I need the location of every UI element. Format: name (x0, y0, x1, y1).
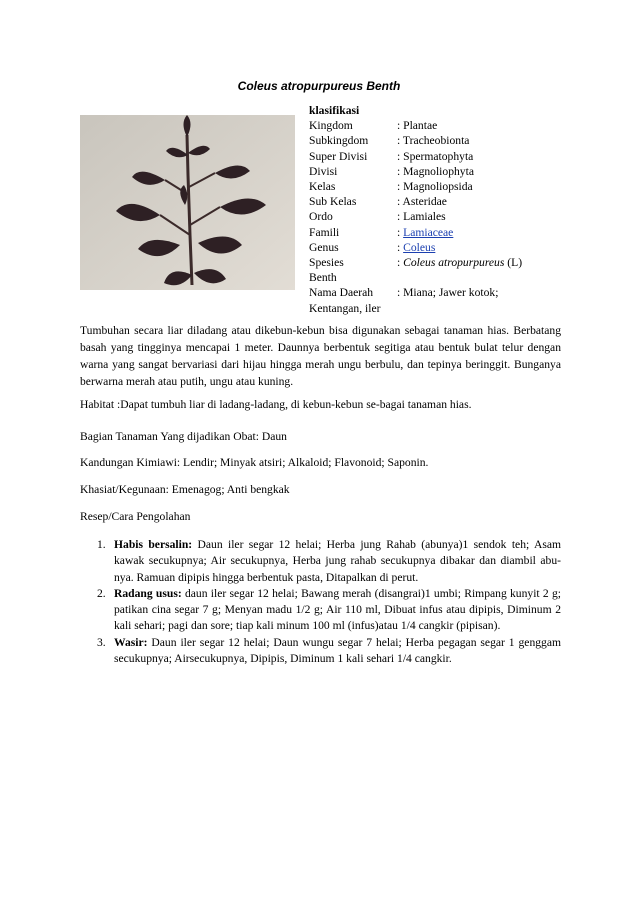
classification-row (309, 149, 569, 164)
row-value: : Miana; Jawer kotok; (397, 286, 499, 300)
habitat-line: Habitat :Dapat tumbuh liar di ladang-ladang, di kebun-kebun se-bagai tanaman hias. (80, 398, 472, 411)
row-label: Nama Daerah (309, 286, 374, 300)
item-number: 3. (97, 635, 106, 649)
classification-row (309, 164, 569, 179)
list-item (80, 537, 561, 586)
classification-row (309, 240, 569, 255)
species-name: Coleus atropurpureus (403, 256, 505, 270)
list-item (80, 635, 561, 668)
row-value: : Magnoliophyta (397, 164, 474, 178)
row-value (397, 255, 522, 270)
local-name-continuation: Kentangan, iler (309, 301, 381, 315)
recipe-text: daun iler segar 12 helai; Bawang merah (disangrai)1 umbi; Rimpang kunyit 2 g; patikan cina segar 7 g; Menyan madu 1/2 g; Air 110 ml, Dibuat infus atau dipipis, Diminum 2 kali sehari; pagi dan sore; tiap kali minum 100 ml (infus)atau 1/4 cangkir (pipisan). (114, 586, 561, 633)
row-label: Spesies (309, 256, 344, 270)
recipe-name: Wasir: (114, 635, 148, 649)
coleus-plant-image (80, 115, 295, 290)
value-prefix: : (397, 256, 404, 270)
row-label: Kingdom (309, 119, 353, 133)
species-continuation: Benth (309, 271, 337, 285)
row-value: : Magnoliopsida (397, 180, 473, 194)
list-item (80, 586, 561, 635)
recipe-list (80, 537, 561, 667)
row-label: Super Divisi (309, 149, 368, 163)
row-value: : Lamiales (397, 210, 446, 224)
classification-row (309, 194, 569, 209)
recipe-name: Radang usus: (114, 586, 182, 600)
famili-link[interactable]: Lamiaceae (403, 225, 454, 239)
item-number: 1. (97, 538, 106, 551)
classification-row (309, 255, 569, 270)
recipe-text: Daun iler segar 12 helai; Daun wungu segar 7 helai; Herba pegagan segar 1 genggam secukupnya; Airsecukupnya, Dipipis, Diminum 1 kali sehari 1/4 cangkir. (114, 635, 561, 666)
description-paragraph: Tumbuhan secara liar diladang atau dikebun-kebun bisa digunakan sebagai tanaman hias. Berbatang basah yang tingginya mencapai 1 meter. Daunnya berbentuk segitiga atau bentuk bulat telur dengan warna yang sangat bervariasi dari hijau hingga merah ungu berbulu, dan tepinya beringgit. Bunganya berwarna merah atau putih, ungu atau kuning. (80, 324, 561, 388)
value-prefix: : (397, 225, 404, 239)
kandungan-line: Kandungan Kimiawi: Lendir; Minyak atsiri; Alkaloid; Flavonoid; Saponin. (80, 456, 429, 469)
value-prefix: : (397, 240, 404, 254)
classification-block (309, 103, 569, 316)
row-label: Ordo (309, 210, 333, 224)
khasiat-line: Khasiat/Kegunaan: Emenagog; Anti bengkak (80, 483, 290, 496)
genus-link[interactable]: Coleus (403, 240, 436, 254)
recipe-text: Daun iler segar 12 helai; Herba jung Rahab (abunya)1 sendok teh; Asam kawak secukupnya; Air secukupnya, Herba jung rahab secukupnya dibakar dan diambil abu-nya. Ramuan dipipis hingga berbentuk pasta, Ditapalkan di perut. (114, 538, 561, 584)
row-value (397, 225, 453, 240)
item-number: 2. (97, 586, 106, 600)
value-suffix: (L) (504, 256, 523, 270)
row-value: : Tracheobionta (397, 134, 470, 148)
row-label: Genus (309, 240, 339, 254)
recipe-name: Habis bersalin: (114, 538, 193, 551)
row-value: : Spermatophyta (397, 149, 474, 163)
classification-row (309, 118, 569, 133)
row-value: : Asteridae (397, 195, 447, 209)
classification-row (309, 209, 569, 224)
row-label: Sub Kelas (309, 195, 357, 209)
classification-row (309, 285, 569, 300)
classification-heading: klasifikasi (309, 104, 360, 117)
bagian-line: Bagian Tanaman Yang dijadikan Obat: Daun (80, 430, 287, 443)
row-label: Kelas (309, 180, 336, 194)
row-value: : Plantae (397, 119, 438, 133)
classification-row (309, 225, 569, 240)
document-title: Coleus atropurpureus Benth (237, 79, 401, 93)
row-label: Famili (309, 225, 340, 239)
classification-row (309, 133, 569, 148)
row-label: Divisi (309, 164, 338, 178)
description-block (80, 322, 561, 390)
resep-heading: Resep/Cara Pengolahan (80, 510, 191, 523)
row-value (397, 240, 435, 255)
plant-photo (80, 115, 295, 290)
row-label: Subkingdom (309, 134, 369, 148)
classification-row (309, 179, 569, 194)
